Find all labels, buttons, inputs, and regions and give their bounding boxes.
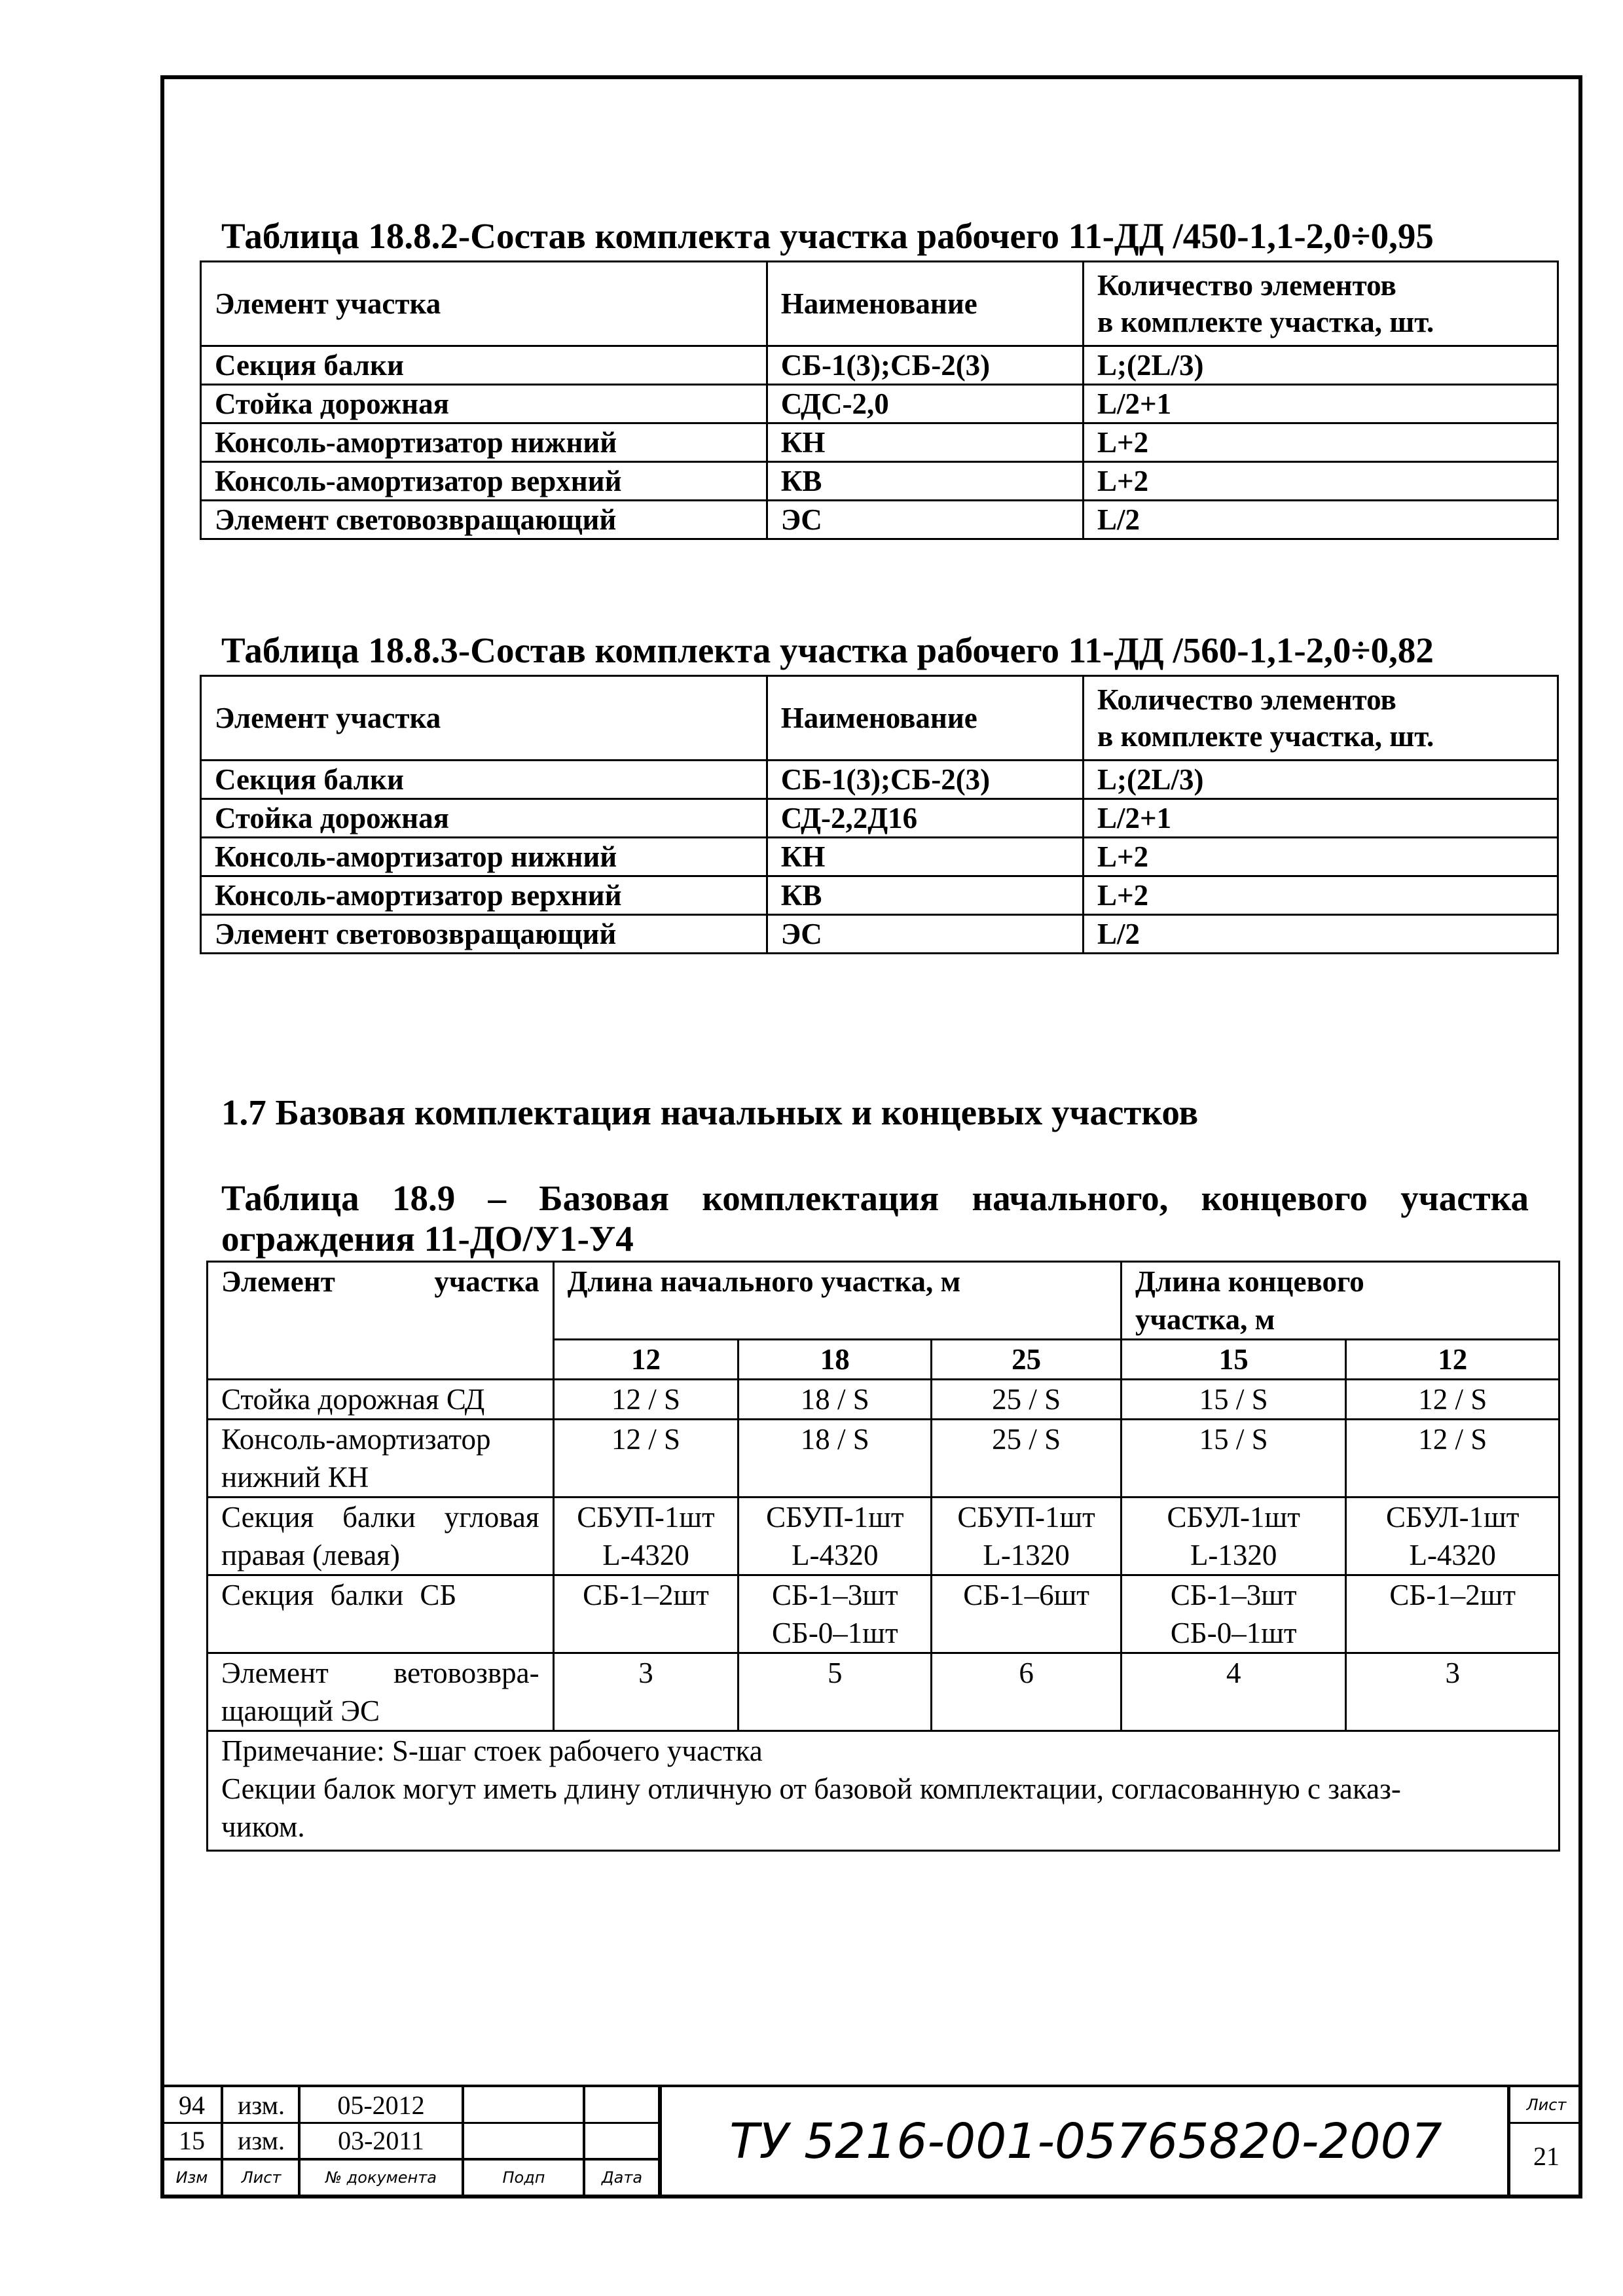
value-line: 12 / S — [611, 1423, 681, 1456]
table-row — [201, 346, 1558, 385]
value-line: L-1320 — [983, 1539, 1070, 1571]
element-cell — [208, 1380, 554, 1420]
table-1883 — [200, 675, 1559, 954]
label-doc: № документа — [325, 2168, 437, 2187]
qty-cell: L;(2L/3) — [1084, 761, 1558, 799]
value-cell — [553, 1380, 739, 1420]
qty-cell: L+2 — [1084, 423, 1558, 462]
table-row — [208, 1498, 1559, 1575]
name-cell: СБ-1(3);СБ-2(3) — [767, 761, 1083, 799]
element-cell — [208, 1498, 554, 1575]
qty-cell: L/2+1 — [1084, 385, 1558, 423]
header-element: Элемент участка — [201, 262, 767, 346]
qty-cell: L/2+1 — [1084, 799, 1558, 838]
rev-number: 15 — [179, 2126, 205, 2155]
length-cell: 12 — [553, 1340, 739, 1380]
length-cell: 25 — [932, 1340, 1122, 1380]
table-row — [201, 876, 1558, 915]
header-qty-line2: в комплекте участка, шт. — [1097, 720, 1434, 753]
length-cell: 12 — [1346, 1340, 1559, 1380]
element-cell: Консоль-амортизатор нижний — [201, 423, 767, 462]
element-cell — [208, 1575, 554, 1653]
label-date: Дата — [601, 2168, 643, 2187]
name-cell: СБ-1(3);СБ-2(3) — [767, 346, 1083, 385]
element-cell: Элемент световозвращающий — [201, 501, 767, 539]
element-line: Элемент ветовозвра- — [221, 1657, 539, 1689]
value-line: СБУЛ-1шт — [1386, 1501, 1520, 1534]
table-row — [201, 501, 1558, 539]
value-cell — [553, 1575, 739, 1653]
header-element-label: Элемент участка — [221, 1265, 539, 1298]
length-cell: 15 — [1121, 1340, 1345, 1380]
header-element — [208, 1262, 554, 1380]
table-note-row — [208, 1731, 1559, 1851]
table-row — [201, 462, 1558, 501]
header-qty-line1: Количество элементов — [1097, 683, 1396, 716]
table-189-caption: Таблица 18.9 – Базовая комплектация начального, концевого участка ограждения 11-ДО/У1-У4 — [221, 1178, 1529, 1259]
value-cell — [1346, 1575, 1559, 1653]
note-line: Секции балок могут иметь длину отличную от базовой комплектации, согласованную с заказ- — [221, 1772, 1401, 1805]
table-row — [201, 385, 1558, 423]
value-line: СБУЛ-1шт — [1167, 1501, 1300, 1534]
document-number: ТУ 5216-001-05765820-2007 — [729, 2113, 1442, 2170]
header-start-length: Длина начального участка, м — [553, 1262, 1121, 1340]
table-row — [201, 838, 1558, 876]
name-cell: КН — [767, 838, 1083, 876]
value-line: L-1320 — [1190, 1539, 1277, 1571]
value-cell — [1346, 1653, 1559, 1731]
qty-cell: L+2 — [1084, 876, 1558, 915]
label-list: Лист — [241, 2168, 282, 2187]
value-line: 18 / S — [800, 1383, 869, 1416]
element-line: Стойка дорожная СД — [221, 1383, 485, 1416]
element-line: правая (левая) — [221, 1539, 400, 1571]
element-cell: Секция балки — [201, 761, 767, 799]
rev-number: 94 — [179, 2090, 205, 2120]
value-line: L-4320 — [792, 1539, 879, 1571]
value-cell — [1346, 1498, 1559, 1575]
value-line: СБУП-1шт — [577, 1501, 715, 1534]
header-qty — [1084, 262, 1558, 346]
value-line: 3 — [1445, 1657, 1460, 1689]
element-cell: Консоль-амортизатор верхний — [201, 876, 767, 915]
table-row — [208, 1653, 1559, 1731]
header-name: Наименование — [767, 262, 1083, 346]
rev-change: изм. — [238, 2126, 285, 2155]
value-cell — [739, 1498, 932, 1575]
name-cell: КН — [767, 423, 1083, 462]
note-line: Примечание: S-шаг стоек рабочего участка — [221, 1734, 763, 1767]
note-line: чиком. — [221, 1810, 305, 1843]
value-line: СБ-0–1шт — [1170, 1617, 1297, 1649]
qty-cell: L;(2L/3) — [1084, 346, 1558, 385]
header-end-length-line1: Длина концевого — [1135, 1265, 1364, 1298]
value-line: СБ-0–1шт — [771, 1617, 898, 1649]
table-row — [201, 799, 1558, 838]
element-cell: Стойка дорожная — [201, 799, 767, 838]
sheet-label: Лист — [1526, 2096, 1567, 2114]
length-cell: 18 — [739, 1340, 932, 1380]
header-name: Наименование — [767, 676, 1083, 761]
element-cell — [208, 1653, 554, 1731]
element-line: нижний КН — [221, 1461, 369, 1494]
element-cell: Консоль-амортизатор верхний — [201, 462, 767, 501]
value-cell — [553, 1420, 739, 1498]
element-line: Консоль-амортизатор — [221, 1423, 491, 1456]
table-row — [208, 1380, 1559, 1420]
table-header-row — [201, 262, 1558, 346]
value-cell — [739, 1380, 932, 1420]
rev-doc: 05-2012 — [337, 2090, 425, 2120]
element-line: Секция балки СБ — [221, 1579, 457, 1611]
header-qty — [1084, 676, 1558, 761]
element-cell — [208, 1420, 554, 1498]
note-cell — [208, 1731, 1559, 1851]
name-cell: СДС-2,0 — [767, 385, 1083, 423]
value-line: 15 / S — [1199, 1383, 1268, 1416]
element-line: Секция балки угловая — [221, 1501, 539, 1534]
value-cell — [553, 1498, 739, 1575]
table-header-row — [201, 676, 1558, 761]
value-line: 12 / S — [1418, 1423, 1487, 1456]
element-line: щающий ЭС — [221, 1695, 380, 1727]
header-end-length — [1121, 1262, 1559, 1340]
value-cell — [1121, 1653, 1345, 1731]
table-header-row — [208, 1262, 1559, 1340]
value-cell — [932, 1653, 1122, 1731]
qty-cell: L/2 — [1084, 501, 1558, 539]
table-1882 — [200, 260, 1559, 540]
name-cell: ЭС — [767, 501, 1083, 539]
table-row — [201, 423, 1558, 462]
name-cell: ЭС — [767, 915, 1083, 954]
table-row — [201, 761, 1558, 799]
section-title: 1.7 Базовая комплектация начальных и концевых участков — [221, 1092, 1199, 1132]
header-element: Элемент участка — [201, 676, 767, 761]
table-row — [208, 1420, 1559, 1498]
value-line: СБ-1–6шт — [963, 1579, 1089, 1611]
table-1882-caption: Таблица 18.8.2-Состав комплекта участка рабочего 11-ДД /450-1,1-2,0÷0,95 — [221, 216, 1434, 256]
value-line: СБУП-1шт — [766, 1501, 904, 1534]
value-cell — [1121, 1380, 1345, 1420]
qty-cell: L/2 — [1084, 915, 1558, 954]
rev-change: изм. — [238, 2090, 285, 2120]
value-cell — [932, 1575, 1122, 1653]
value-cell — [739, 1420, 932, 1498]
value-cell — [739, 1653, 932, 1731]
value-line: 3 — [638, 1657, 653, 1689]
value-line: СБ-1–3шт — [1170, 1579, 1297, 1611]
value-line: СБУП-1шт — [957, 1501, 1095, 1534]
value-line: L-4320 — [1409, 1539, 1496, 1571]
value-cell — [932, 1498, 1122, 1575]
header-end-length-line2: участка, м — [1135, 1303, 1275, 1336]
element-cell: Консоль-амортизатор нижний — [201, 838, 767, 876]
name-cell: КВ — [767, 876, 1083, 915]
table-row — [201, 915, 1558, 954]
table-1883-caption: Таблица 18.8.3-Состав комплекта участка рабочего 11-ДД /560-1,1-2,0÷0,82 — [221, 630, 1434, 670]
value-line: СБ-1–3шт — [771, 1579, 898, 1611]
value-line: 25 / S — [992, 1423, 1061, 1456]
value-line: 15 / S — [1199, 1423, 1268, 1456]
qty-cell: L+2 — [1084, 462, 1558, 501]
value-line: 4 — [1226, 1657, 1241, 1689]
value-line: 18 / S — [800, 1423, 869, 1456]
table-row — [208, 1575, 1559, 1653]
label-izm: Изм — [175, 2168, 208, 2187]
rev-doc: 03-2011 — [338, 2126, 424, 2155]
value-line: L-4320 — [602, 1539, 689, 1571]
element-cell: Секция балки — [201, 346, 767, 385]
value-line: 25 / S — [992, 1383, 1061, 1416]
element-cell: Элемент световозвращающий — [201, 915, 767, 954]
header-qty-line1: Количество элементов — [1097, 269, 1396, 302]
value-line: СБ-1–2шт — [1389, 1579, 1516, 1611]
value-cell — [932, 1380, 1122, 1420]
sheet-number: 21 — [1533, 2142, 1559, 2171]
name-cell: СД-2,2Д16 — [767, 799, 1083, 838]
table-189 — [206, 1261, 1560, 1852]
element-cell: Стойка дорожная — [201, 385, 767, 423]
label-sign: Подп — [502, 2168, 545, 2187]
value-line: 12 / S — [1418, 1383, 1487, 1416]
value-cell — [553, 1653, 739, 1731]
value-cell — [1346, 1380, 1559, 1420]
value-line: 12 / S — [611, 1383, 681, 1416]
value-cell — [1121, 1498, 1345, 1575]
value-cell — [739, 1575, 932, 1653]
value-cell — [1346, 1420, 1559, 1498]
name-cell: КВ — [767, 462, 1083, 501]
value-line: СБ-1–2шт — [583, 1579, 709, 1611]
value-cell — [1121, 1575, 1345, 1653]
header-qty-line2: в комплекте участка, шт. — [1097, 306, 1434, 338]
value-line: 5 — [828, 1657, 843, 1689]
title-block — [160, 2085, 1582, 2198]
value-line: 6 — [1019, 1657, 1034, 1689]
qty-cell: L+2 — [1084, 838, 1558, 876]
value-cell — [932, 1420, 1122, 1498]
value-cell — [1121, 1420, 1345, 1498]
